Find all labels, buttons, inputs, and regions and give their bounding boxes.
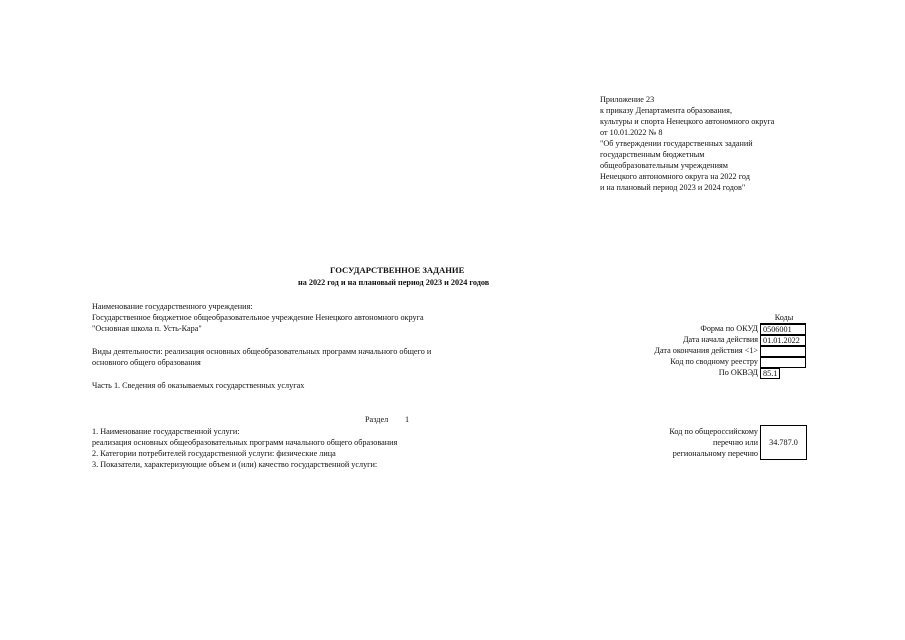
registry-code: 34.787.0 xyxy=(760,425,807,460)
appendix-line: Приложение 23 xyxy=(600,95,655,104)
part-heading: Часть 1. Сведения об оказываемых государственных услугах xyxy=(92,381,305,390)
indicators-heading: 3. Показатели, характеризующие объем и (или) качество государственной услуги: xyxy=(92,460,378,469)
appendix-line: "Об утверждении государственных заданий xyxy=(600,139,753,148)
appendix-line: государственным бюджетным xyxy=(600,150,705,159)
institution-name-short: "Основная школа п. Усть-Кара" xyxy=(92,324,202,333)
code-label: Дата начала действия xyxy=(682,335,758,344)
registry-label: перечню или xyxy=(712,438,758,447)
registry-label: региональному перечню xyxy=(672,449,758,458)
service-name-label: 1. Наименование государственной услуги: xyxy=(92,427,240,436)
code-value: 01.01.2022 xyxy=(760,335,806,346)
code-value xyxy=(760,346,806,357)
code-value xyxy=(760,357,806,368)
service-name: реализация основных общеобразовательных программ начального общего образования xyxy=(92,438,398,447)
consumer-category: 2. Категории потребителей государственной услуги: физические лица xyxy=(92,449,336,458)
code-value: 0506001 xyxy=(760,324,806,335)
appendix-line: от 10.01.2022 № 8 xyxy=(600,128,663,137)
registry-label: Код по общероссийскому xyxy=(669,427,758,436)
section-label: Раздел xyxy=(365,415,389,424)
institution-name: Государственное бюджетное общеобразовательное учреждение Ненецкого автономного округа xyxy=(92,313,424,322)
code-label: Код по сводному реестру xyxy=(670,357,758,366)
code-label: Дата окончания действия <1> xyxy=(654,346,758,355)
activity-line: Виды деятельности: реализация основных общеобразовательных программ начального общего и xyxy=(92,347,432,356)
institution-label: Наименование государственного учреждения: xyxy=(92,302,253,311)
code-label: По ОКВЭД xyxy=(718,368,758,377)
code-value: 85.1 xyxy=(760,368,780,379)
appendix-line: к приказу Департамента образования, xyxy=(600,106,732,115)
codes-header: Коды xyxy=(760,313,806,324)
appendix-line: и на плановый период 2023 и 2024 годов" xyxy=(600,183,746,192)
appendix-line: Ненецкого автономного округа на 2022 год xyxy=(600,172,750,181)
section-number: 1 xyxy=(405,415,410,424)
document-subtitle: на 2022 год и на плановый период 2023 и 2024 годов xyxy=(298,278,490,287)
appendix-line: общеобразовательным учреждениям xyxy=(600,161,728,170)
appendix-line: культуры и спорта Ненецкого автономного округа xyxy=(600,117,775,126)
document-title: ГОСУДАРСТВЕННОЕ ЗАДАНИЕ xyxy=(330,265,465,275)
code-label: Форма по ОКУД xyxy=(700,324,758,333)
activity-line: основного общего образования xyxy=(92,358,201,367)
